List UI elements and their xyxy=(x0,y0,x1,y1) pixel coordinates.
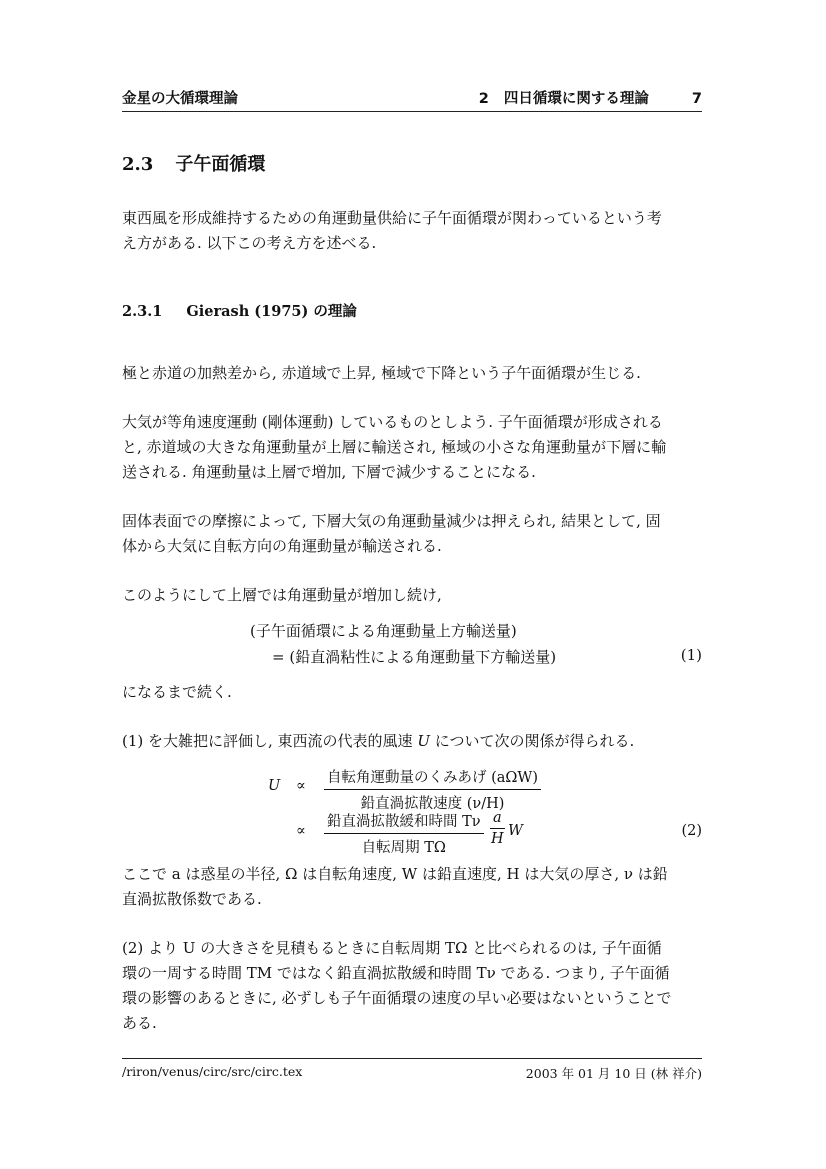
paragraph-conclusion xyxy=(122,936,702,1036)
paragraph-increase: このようにして上層では角運動量が増加し続け, xyxy=(122,586,442,604)
fraction-2 xyxy=(324,810,484,857)
equation-2 xyxy=(122,766,702,856)
text-line: 体から大気に自転方向の角運動量が輸送される. xyxy=(122,537,442,555)
equation-1 xyxy=(122,620,702,674)
equation-1-line2: = (鉛直渦粘性による角運動量下方輸送量) xyxy=(272,648,557,666)
header-right xyxy=(469,87,702,108)
footer-source-path: /riron/venus/circ/src/circ.tex xyxy=(122,1064,303,1079)
subsection-number: 2.3.1 xyxy=(122,303,163,320)
proportional-symbol: ∝ xyxy=(296,778,306,794)
text-run: について次の関係が得られる. xyxy=(429,732,635,750)
fraction-1-denominator: 鉛直渦拡散速度 (ν/H) xyxy=(360,796,505,812)
math-var-u: U xyxy=(417,732,430,750)
fraction-3-numerator xyxy=(490,810,505,829)
page-footer xyxy=(122,1058,702,1082)
paragraph-definitions xyxy=(122,862,702,912)
paragraph-until: になるまで続く. xyxy=(122,683,232,701)
header-page-no: 7 xyxy=(691,91,702,107)
header-section-title: 四日循環に関する理論 xyxy=(503,91,649,107)
page-body xyxy=(122,88,702,1036)
subsection-title: Gierash (1975) の理論 xyxy=(186,303,357,320)
equation-2-number: (2) xyxy=(681,823,702,839)
text-line: と, 赤道域の大きな角運動量が上層に輸送され, 極域の小さな角運動量が下層に輸 xyxy=(122,438,667,456)
proportional-symbol: ∝ xyxy=(296,823,306,839)
text-line: 環の一周する時間 TM ではなく鉛直渦拡散緩和時間 Tν である. つまり, 子午面循 xyxy=(122,964,670,982)
paragraph-rigid-rotation xyxy=(122,410,702,485)
intro-line: え方がある. 以下この考え方を述べる. xyxy=(122,234,377,252)
fraction-2-numerator: 鉛直渦拡散緩和時間 Tν xyxy=(324,810,484,834)
equation-1-number: (1) xyxy=(680,646,702,664)
section-heading xyxy=(122,150,702,176)
text-line: 大気が等角速度運動 (剛体運動) しているものとしよう. 子午面循環が形成される xyxy=(122,413,663,431)
fraction-1 xyxy=(324,766,541,813)
text-line: 固体表面での摩擦によって, 下層大気の角運動量減少は押えられ, 結果として, 固 xyxy=(122,512,661,530)
section-title: 子午面循環 xyxy=(175,154,266,175)
footer-date-author: 2003 年 01 月 10 日 (林 祥介) xyxy=(525,1066,702,1081)
math-var-h: H xyxy=(491,831,504,847)
running-header xyxy=(122,88,702,112)
fraction-3 xyxy=(490,810,505,847)
intro-line: 東西風を形成維持するための角運動量供給に子午面循環が関わっているという考 xyxy=(122,209,662,227)
text-line: ある. xyxy=(122,1014,157,1032)
text-line: (2) より U の大きさを見積もるときに自転周期 TΩ と比べられるのは, 子午面循 xyxy=(122,939,662,957)
intro-paragraph xyxy=(122,206,702,256)
header-doc-title: 金星の大循環理論 xyxy=(122,91,238,107)
section-number: 2.3 xyxy=(122,154,154,175)
fraction-1-numerator: 自転角運動量のくみあげ (aΩW) xyxy=(324,766,541,790)
text-line: ここで a は惑星の半径, Ω は自転角速度, W は鉛直速度, H は大気の厚さ, ν は鉛 xyxy=(122,865,668,883)
math-var-a: a xyxy=(493,810,502,826)
text-line: 送される. 角運動量は上層で増加, 下層で減少することになる. xyxy=(122,463,536,481)
paragraph-heating: 極と赤道の加熱差から, 赤道域で上昇, 極域で下降という子午面循環が生じる. xyxy=(122,364,641,382)
fraction-3-denominator xyxy=(490,829,505,847)
paragraph-estimate xyxy=(122,729,702,754)
text-line: 環の影響のあるときに, 必ずしも子午面循環の速度の早い必要はないということで xyxy=(122,989,672,1007)
text-run: (1) を大雑把に評価し, 東西流の代表的風速 xyxy=(122,732,418,750)
header-section-no: 2 xyxy=(478,91,489,107)
paragraph-friction xyxy=(122,509,702,559)
fraction-2-denominator: 自転周期 TΩ xyxy=(361,840,446,856)
math-var-w: W xyxy=(508,823,523,839)
equation-2-lhs: U xyxy=(268,778,281,794)
text-line: 直渦拡散係数である. xyxy=(122,890,262,908)
subsection-heading xyxy=(122,300,702,321)
equation-1-line1: (子午面循環による角運動量上方輸送量) xyxy=(250,622,517,640)
